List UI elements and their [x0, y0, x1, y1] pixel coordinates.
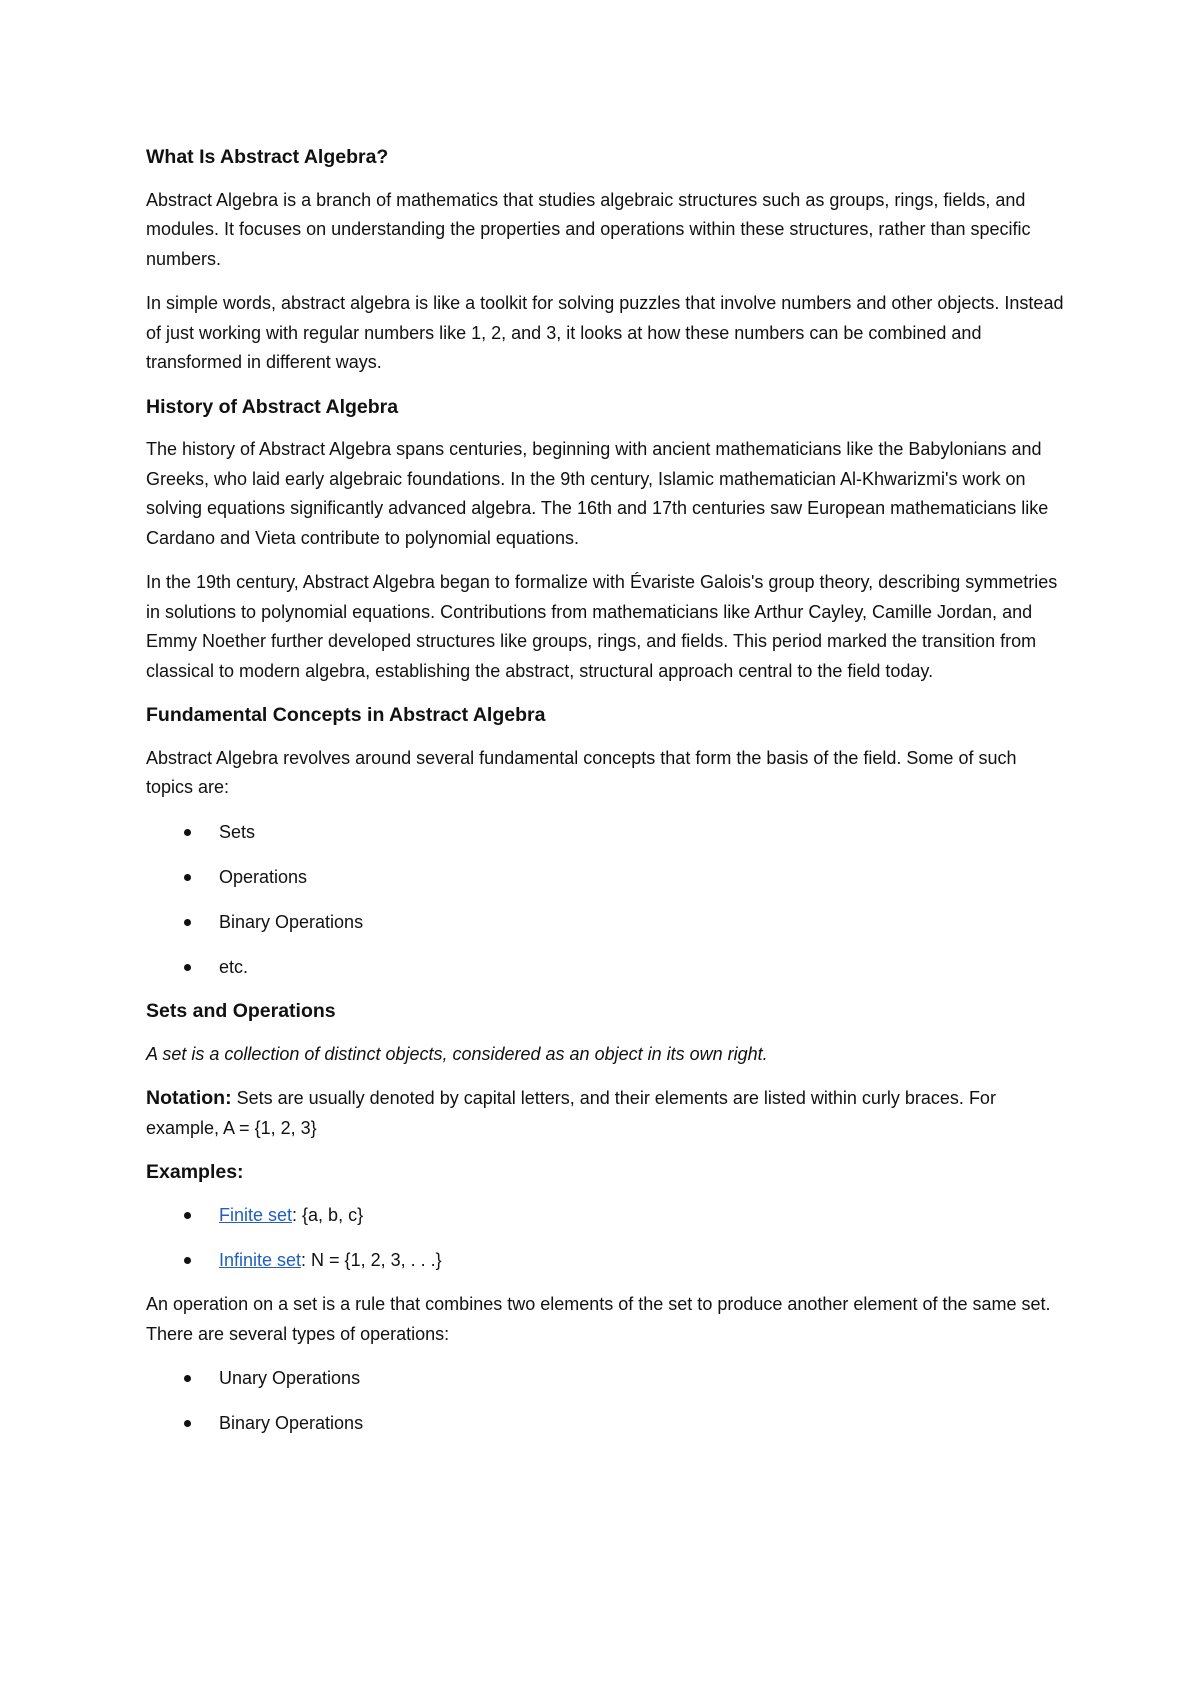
list-item-text: etc. [219, 956, 249, 977]
bullet-icon [184, 1212, 191, 1219]
paragraph-definition: Abstract Algebra is a branch of mathematics that studies algebraic structures such as groups, rings, fields, and modules. It focuses on understanding the properties and operations within these structures, rather than specific numbers. [146, 189, 1031, 269]
bullet-icon [184, 919, 191, 926]
paragraph-operation-definition: An operation on a set is a rule that combines two elements of the set to produce another element of the same set. There are several types of operations: [146, 1294, 1051, 1344]
list-item [146, 818, 1066, 848]
paragraph-notation [146, 1084, 1066, 1143]
list-item [146, 1364, 1066, 1394]
list-item [146, 1201, 1066, 1231]
list-item-text: Operations [219, 866, 308, 887]
paragraph-history-early: The history of Abstract Algebra spans centuries, beginning with ancient mathematicians like the Babylonians and Greeks, who laid early algebraic foundations. In the 9th century, Islamic mathematician Al-Khwarizmi's work on solving equations significantly advanced algebra. The 16th and 17th centuries saw European mathematicians like Cardano and Vieta contribute to polynomial equations. [146, 439, 1049, 548]
list-item-text: Binary Operations [219, 1413, 364, 1433]
infinite-set-link[interactable]: Infinite set [219, 1249, 302, 1270]
list-item-text: Binary Operations [219, 911, 364, 932]
list-topics [146, 818, 1066, 983]
list-item [146, 1246, 1066, 1276]
heading-sets-and-operations: Sets and Operations [146, 1000, 336, 1022]
paragraph-fundamental-intro: Abstract Algebra revolves around several fundamental concepts that form the basis of the field. Some of such topics are: [146, 747, 1017, 797]
finite-set-text: : {a, b, c} [292, 1204, 364, 1225]
heading-history: History of Abstract Algebra [146, 395, 399, 418]
notation-label: Notation: [146, 1087, 232, 1109]
list-item [146, 863, 1066, 893]
list-item-text: Unary Operations [219, 1368, 361, 1388]
heading-fundamental-concepts: Fundamental Concepts in Abstract Algebra [146, 704, 546, 726]
bullet-icon [184, 829, 191, 836]
notation-text: Sets are usually denoted by capital letters, and their elements are listed within curly braces. For example, A = {1, 2, 3} [146, 1088, 996, 1138]
paragraph-simple-words: In simple words, abstract algebra is like a toolkit for solving puzzles that involve numbers and other objects. Instead of just working with regular numbers like 1, 2, and 3, it looks at how these numbers can be combined and transformed in different ways. [146, 293, 1064, 372]
bullet-icon [184, 1420, 191, 1427]
list-item [146, 1409, 1066, 1439]
bullet-icon [184, 1375, 191, 1382]
list-item-text: Sets [219, 821, 256, 842]
heading-examples: Examples: [146, 1161, 244, 1183]
bullet-icon [184, 874, 191, 881]
paragraph-history-19th-century: In the 19th century, Abstract Algebra began to formalize with Évariste Galois's group theory, describing symmetries in solutions to polynomial equations. Contributions from mathematicians like Arthur Cayley, Camille Jordan, and Emmy Noether further developed structures like groups, rings, and fields. This period marked the transition from classical to modern algebra, establishing the abstract, structural approach central to the field today. [146, 572, 1058, 681]
list-item [146, 908, 1066, 938]
heading-what-is-abstract-algebra: What Is Abstract Algebra? [146, 146, 389, 168]
list-operations [146, 1364, 1066, 1439]
bullet-icon [184, 964, 191, 971]
document-page [146, 143, 1066, 1454]
bullet-icon [184, 1257, 191, 1264]
infinite-set-text: : N = {1, 2, 3, . . .} [301, 1249, 442, 1270]
list-examples [146, 1201, 1066, 1276]
list-item [146, 953, 1066, 983]
paragraph-set-definition: A set is a collection of distinct objects, considered as an object in its own right. [146, 1043, 768, 1064]
finite-set-link[interactable]: Finite set [219, 1204, 293, 1225]
